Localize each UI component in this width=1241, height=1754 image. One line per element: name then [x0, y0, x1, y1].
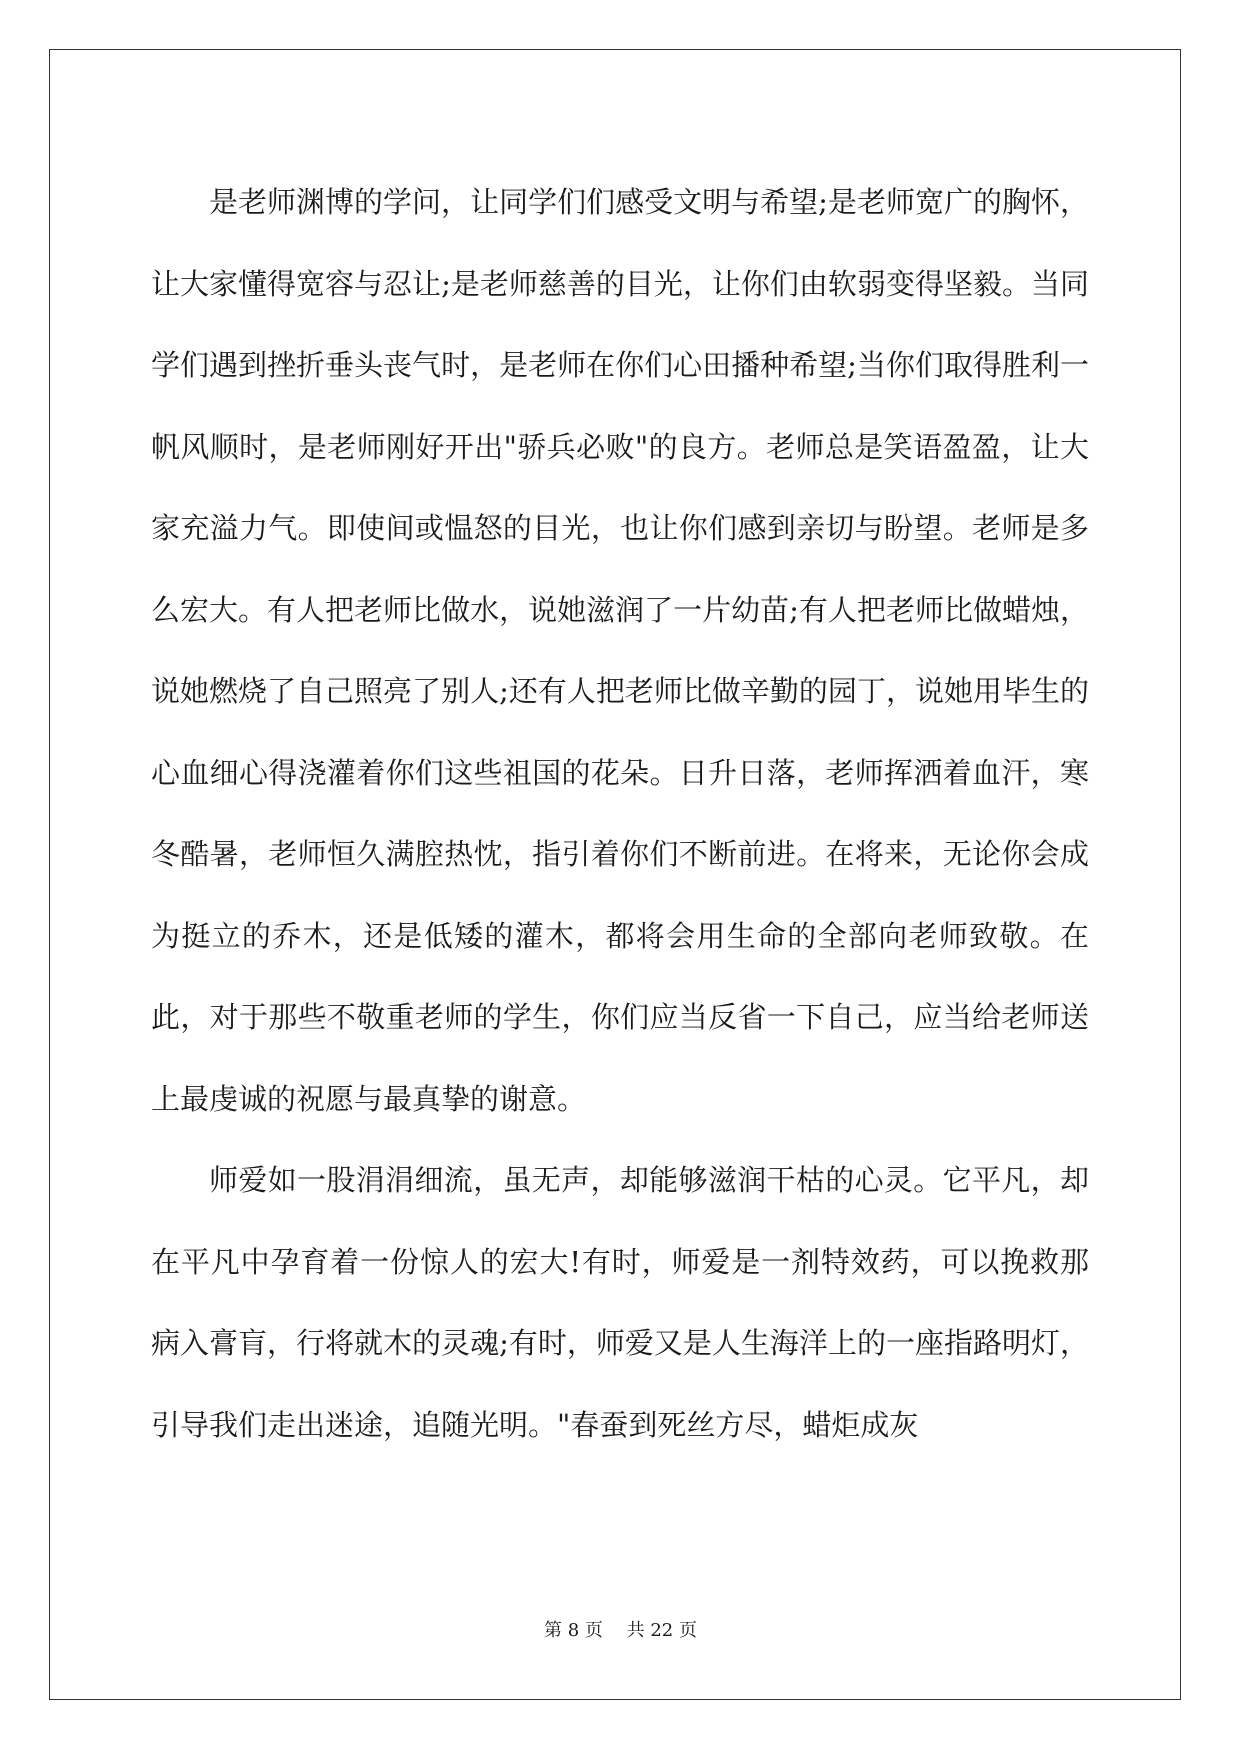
document-body [151, 162, 1089, 1466]
paragraph-2: 师爱如一股涓涓细流，虽无声，却能够滋润干枯的心灵。它平凡，却在平凡中孕育着一份惊人的宏大!有时，师爱是一剂特效药，可以挽救那病入膏肓，行将就木的灵魂;有时，师爱又是人生海洋上的一座指路明灯，引导我们走出迷途，追随光明。"春蚕到死丝方尽，蜡炬成灰 [151, 1163, 1089, 1442]
paragraph-1: 是老师渊博的学问，让同学们们感受文明与希望;是老师宽广的胸怀，让大家懂得宽容与忍让;是老师慈善的目光，让你们由软弱变得坚毅。当同学们遇到挫折垂头丧气时，是老师在你们心田播种希望;当你们取得胜利一帆风顺时，是老师刚好开出"骄兵必败"的良方。老师总是笑语盈盈，让大家充溢力气。即使间或愠怒的目光，也让你们感到亲切与盼望。老师是多么宏大。有人把老师比做水，说她滋润了一片幼苗;有人把老师比做蜡烛，说她燃烧了自己照亮了别人;还有人把老师比做辛勤的园丁，说她用毕生的心血细心得浇灌着你们这些祖国的花朵。日升日落，老师挥洒着血汗，寒冬酷暑，老师恒久满腔热忱，指引着你们不断前进。在将来，无论你会成为挺立的乔木，还是低矮的灌木，都将会用生命的全部向老师致敬。在此，对于那些不敬重老师的学生，你们应当反省一下自己，应当给老师送上最虔诚的祝愿与最真挚的谢意。 [151, 185, 1089, 1116]
page-number-footer: 第 8 页 共 22 页 [544, 1620, 697, 1641]
